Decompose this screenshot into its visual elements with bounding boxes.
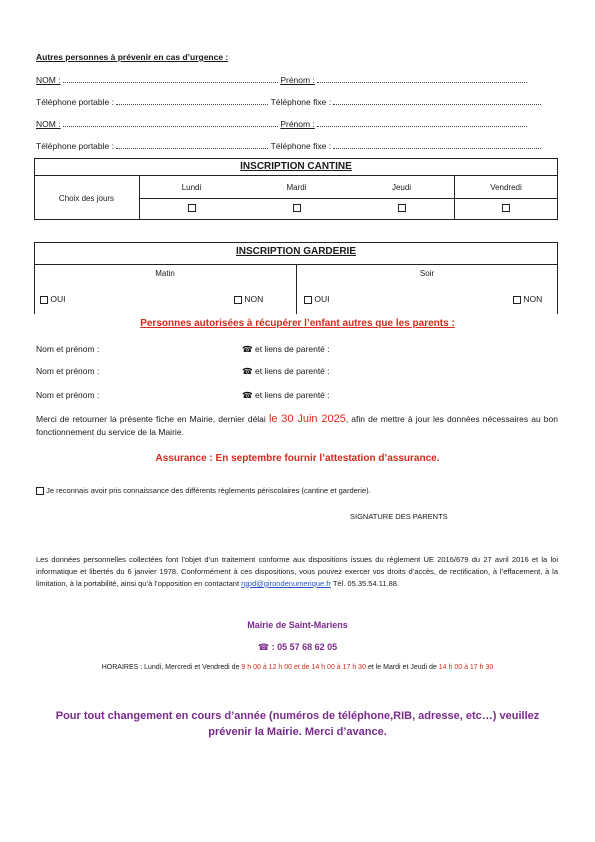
checkbox-jeudi[interactable] (398, 204, 406, 212)
autorisee-nom-2: Nom et prénom : (36, 366, 100, 376)
garderie-title: INSCRIPTION GARDERIE (235, 246, 356, 257)
phone-icon: ☎ (242, 366, 253, 376)
cantine-table (34, 158, 558, 220)
autorisee-lien-2: ☎ et liens de parenté : (242, 366, 330, 376)
urgence-row-3 (36, 118, 558, 129)
tel-fixe-field-2[interactable] (333, 140, 541, 149)
day-mardi: Mardi (286, 183, 307, 192)
checkbox-mardi[interactable] (293, 204, 301, 212)
phone-icon: ☎ (257, 642, 270, 652)
autorisee-nom-3: Nom et prénom : (36, 390, 100, 400)
mairie-name: Mairie de Saint-Mariens (247, 620, 348, 630)
urgence-row-2 (36, 96, 558, 107)
nom-label: NOM : (36, 75, 61, 85)
tel-portable-label: Téléphone portable : (36, 97, 114, 107)
rgpd-email-link[interactable]: rgpd@girondenumerique.fr (241, 579, 331, 588)
autorisee-lien-1: ☎ et liens de parenté : (242, 344, 330, 354)
cantine-title: INSCRIPTION CANTINE (240, 161, 352, 172)
nom-field-2[interactable] (63, 118, 278, 127)
tel-portable-field[interactable] (116, 96, 268, 105)
tel-portable-label-2: Téléphone portable : (36, 141, 114, 151)
tel-fixe-field[interactable] (333, 96, 541, 105)
merci-paragraph: Merci de retourner la présente fiche en Mairie, dernier délai le 30 Juin 2025, afin de mettre à jour les données nécessaires au bon fonctionnement du service de la Mairie. (36, 413, 558, 437)
checkbox-lundi[interactable] (188, 204, 196, 212)
checkbox-vendredi[interactable] (502, 204, 510, 212)
deadline: le 30 Juin 2025 (268, 413, 346, 425)
phone-icon: ☎ (242, 390, 253, 400)
rgpd-paragraph: Les données personnelles collectées font l’objet d’un traitement conforme aux dispositions issues du règlement UE 2016/679 du 27 avril 2016 et la loi informatique et libertés du 6 janvier 1978. Conformément à ces dispositions, vous pouvez exercer vos droits d’accès, de rectification, à l’effacement, à la limitation, à la portabilité, ainsi qu’à l’opposition en contactant rgpd@girondenumerique.fr Tél. 05.35.54.11.88. (36, 555, 558, 588)
reconnais-checkbox[interactable]: Je reconnais avoir pris connaissance des différents règlements périscolaires (cantine et garderie). (36, 486, 371, 495)
tel-portable-field-2[interactable] (116, 140, 268, 149)
garderie-table (34, 242, 558, 314)
urgence-row-1 (36, 74, 558, 85)
prenom-label-2: Prénom : (280, 119, 315, 129)
autorisees-title: Personnes autorisées à récupérer l’enfant autres que les parents : (140, 318, 455, 329)
prenom-label: Prénom : (280, 75, 315, 85)
nom-label-2: NOM : (36, 119, 61, 129)
autorisee-nom-1: Nom et prénom : (36, 344, 100, 354)
choix-jours-label: Choix des jours (58, 194, 115, 203)
mairie-phone: ☎ : 05 57 68 62 05 (257, 642, 338, 652)
prenom-field[interactable] (317, 74, 527, 83)
urgence-heading: Autres personnes à prévenir en cas d’urgence : (36, 52, 229, 62)
day-lundi: Lundi (181, 183, 202, 192)
matin-oui[interactable]: OUI (40, 294, 66, 304)
matin-non[interactable]: NON (234, 294, 263, 304)
signature-label: SIGNATURE DES PARENTS (350, 512, 448, 521)
day-vendredi: Vendredi (490, 183, 522, 192)
assurance-note: Assurance : En septembre fournir l’attestation d’assurance. (155, 453, 440, 464)
soir-label: Soir (419, 269, 435, 278)
day-jeudi: Jeudi (391, 183, 412, 192)
autorisee-lien-3: ☎ et liens de parenté : (242, 390, 330, 400)
nom-field[interactable] (63, 74, 278, 83)
prenom-field-2[interactable] (317, 118, 527, 127)
footer-notice: Pour tout changement en cours d’année (numéros de téléphone,RIB, adresse, etc…) veuillez prévenir la Mairie. Merci d’avance. (55, 710, 540, 738)
horaires: HORAIRES : Lundi, Mercredi et Vendredi de 9 h 00 à 12 h 00 et de 14 h 00 à 17 h 30 et le Mardi et Jeudi de 14 h 00 à 17 h 30 (101, 664, 494, 671)
tel-fixe-label-2: Téléphone fixe : (270, 141, 332, 151)
tel-fixe-label: Téléphone fixe : (270, 97, 332, 107)
soir-oui[interactable]: OUI (304, 294, 330, 304)
matin-label: Matin (155, 269, 175, 278)
urgence-row-4 (36, 140, 558, 151)
soir-non[interactable]: NON (513, 294, 542, 304)
phone-icon: ☎ (242, 344, 253, 354)
